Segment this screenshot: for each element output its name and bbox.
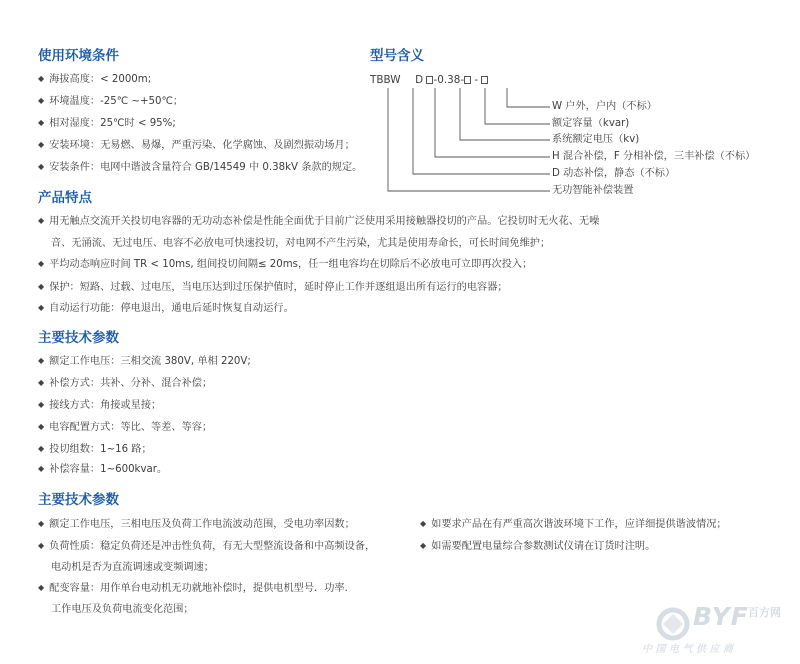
tech2-left-item-text: 负荷性质：稳定负荷还是冲击性负荷，有无大型整流设备和中高频设备， [49,541,376,552]
env-item [38,161,362,175]
feature-item-text: 保护：短路、过载、过电压，当电压达到过压保护值时，延时停止工作并逐组退出所有运行的电容器； [49,282,508,293]
tech2-left-item [51,603,194,617]
tech2-right-item-text: 如需要配置电量综合参数测试仪请在订货时注明。 [431,541,656,552]
bullet-icon: ◆ [420,519,427,528]
env-item [38,73,151,87]
bullet-icon: ◆ [38,356,45,365]
tech2-left-item [38,582,355,596]
tech1-item-text: 接线方式：角接或星接； [49,400,162,411]
feature-item [38,215,599,229]
feature-item [38,258,532,272]
model-legend-item [552,184,634,198]
tech1-item [38,399,161,413]
env-item-text: 海拔高度：< 2000m; [49,74,152,85]
bullet-icon: ◆ [38,140,45,149]
model-slot-3 [481,76,488,84]
bullet-icon: ◆ [38,519,45,528]
model-code [370,74,488,86]
tech1-item-text: 电容配置方式：等比、等差、等容； [49,422,213,433]
model-legend-item [552,150,755,164]
tech1-item-text: 投切组数：1~16 路； [49,444,152,455]
env-item-text: 安装条件：电网中谐波含量符合 GB/14549 中 0.38kV 条款的规定。 [49,162,363,173]
tech2-left-item-text: 配变容量：用作单台电动机无功就地补偿时，提供电机型号．功率． [49,583,355,594]
model-code-d: D [415,74,424,86]
feature-item [38,302,294,316]
feature-item-text: 音、无涌流、无过电压、电容不必放电可快速投切，对电网不产生污染，尤其是使用寿命长，可长时间免维护； [51,238,551,249]
model-legend-item-text: D 动态补偿，静态（不标） [552,168,676,179]
feature-item-text: 用无触点交流开关投切电容器的无功动态补偿是性能全面优于目前广泛使用采用接触器投切的产品。它投切时无火花、无噪 [49,216,600,227]
bullet-icon: ◆ [38,583,45,592]
tech1-item [38,421,212,435]
tech1-item [38,463,167,477]
tech2-right-item-text: 如要求产品在有严重高次谐波环境下工作，应详细提供谐波情况； [431,519,727,530]
model-legend-item-text: 系统额定电压（kv) [552,134,640,145]
bullet-icon: ◆ [38,541,45,550]
env-item-text: 环境温度：-25℃ ~+50℃； [49,96,184,107]
tech2-left-item [38,540,375,554]
watermark-brand: BYF [693,602,749,631]
bullet-icon: ◆ [38,282,45,291]
model-code-voltage: -0.38- [433,74,465,86]
bullet-icon: ◆ [38,464,45,473]
bullet-icon: ◆ [38,216,45,225]
env-item-text: 相对湿度：25℃时 < 95%; [49,118,176,129]
tech1-heading: 主要技术参数 [38,330,119,346]
feature-item [51,237,550,251]
env-heading: 使用环境条件 [38,48,119,64]
tech1-item [38,443,152,457]
bullet-icon: ◆ [38,118,45,127]
bullet-icon: ◆ [38,422,45,431]
model-legend-item [552,133,639,147]
model-slot-2 [464,76,471,84]
env-item [38,117,176,131]
model-legend-item-text: 额定容量（kvar) [552,118,630,129]
feature-item-text: 自动运行功能：停电退出，通电后延时恢复自动运行。 [49,303,294,314]
env-item [38,95,183,109]
model-legend-item [552,117,629,131]
tech1-item [38,377,212,391]
feature-item-text: 平均动态响应时间 TR < 10ms, 组间投切间隔≤ 20ms，任一组电容均在切除后不必放电可立即再次投入； [49,259,533,270]
bullet-icon: ◆ [38,378,45,387]
tech2-right-item [420,518,727,532]
tech2-left-item-text: 工作电压及负荷电流变化范围； [51,604,194,615]
tech2-left-item-text: 电动机是否为直流调速或变频调速； [51,562,214,573]
byf-logo-icon [655,606,691,642]
feature-item [38,281,508,295]
model-legend-item-text: 无功智能补偿装置 [552,185,634,196]
model-code-prefix: TBBW [370,74,401,86]
env-item-text: 安装环境：无易燃、易爆，严重污染、化学腐蚀、及剧烈振动场月； [49,140,355,151]
tech2-left-item-text: 额定工作电压，三相电压及负荷工作电流波动范围，受电功率因数； [49,519,355,530]
watermark-sub: 中 国 电 气 供 应 商 [642,644,733,655]
tech1-item-text: 补偿方式：共补、分补、混合补偿； [49,378,213,389]
model-heading: 型号含义 [370,48,424,64]
bullet-icon: ◆ [38,444,45,453]
tech2-left-item [51,561,214,575]
model-legend-item [552,100,657,114]
bullet-icon: ◆ [38,259,45,268]
tech1-item-text: 补偿容量：1~600kvar。 [49,464,168,475]
env-item [38,139,355,153]
watermark-cn: 百方网 [748,606,781,619]
tech1-item [38,355,251,369]
model-legend-item [552,167,675,181]
features-heading: 产品特点 [38,190,92,206]
model-code-dash: - [474,74,479,86]
bullet-icon: ◆ [38,303,45,312]
bullet-icon: ◆ [420,541,427,550]
bullet-icon: ◆ [38,400,45,409]
bullet-icon: ◆ [38,74,45,83]
tech2-heading: 主要技术参数 [38,492,119,508]
bullet-icon: ◆ [38,162,45,171]
tech2-left-item [38,518,355,532]
model-legend-item-text: H 混合补偿，F 分相补偿，三丰补偿（不标） [552,151,756,162]
tech2-right-item [420,540,655,554]
model-legend-item-text: W 户外，户内（不标） [552,101,657,112]
tech1-item-text: 额定工作电压：三相交流 380V, 单相 220V; [49,356,251,367]
bullet-icon: ◆ [38,96,45,105]
